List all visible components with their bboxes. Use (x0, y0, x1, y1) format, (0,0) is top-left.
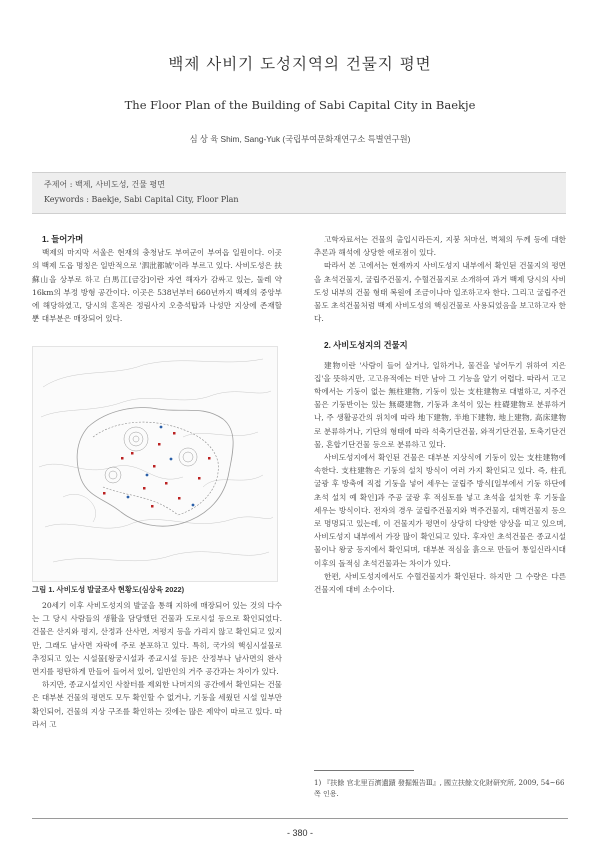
paragraph: 백제의 마지막 서울은 현재의 충청남도 부여군이 부여읍 일원이다. 이곳의 백제 도읍 명칭은 일반적으로 '泗沘都城'이라 부르고 있다. 사비도성은 扶蘇山을 상부로 하고 白馬江[금강]이란 자연 해자가 감싸고 있는, 둘레 약 16km의 부정 방형 공간이다. 이곳은 538년부터 660년까지 백제의 중앙부에 해당하였고, 당시의 흔적은 정림사지 오층석탑과 나성만 지상에 존재할 뿐 대부분은 매장되어 있다. (32, 248, 282, 324)
paragraph: 따라서 본 고에서는 현재까지 사비도성지 내부에서 확인된 건물지의 평면을 초석건물지, 굴립주건물지, 수혈건물지로 소개하여 과거 백제 당시의 사비도성 내부의 건물 형태 복원에 조금이나마 일조하고자 한다. 그리고 굴립주건물도 초석건물처럼 백제 사비도성의 핵심건물로 사용되었음을 보고하고자 한다. (314, 261, 566, 324)
footer-divider (32, 818, 568, 819)
left-column-bottom (32, 599, 282, 731)
keyword-box (32, 172, 566, 214)
page-title-korean: 백제 사비기 도성지역의 건물지 평면 (168, 55, 432, 73)
section-heading-buildings: 2. 사비도성지의 건물지 (324, 340, 408, 351)
left-column-top (32, 233, 282, 325)
paragraph: 建物이란 '사람이 들어 살거나, 일하거나, 물건을 넣어두기 위하여 지은 집'을 뜻하지만, 고고유적에는 터만 남아 그 기능을 알기 어렵다. 따라서 고고학에서는 기둥이 없는 無柱建物, 기둥이 있는 支柱建物로 대별하고, 지주건물은 기둥반이는 있는 無礎建物, 기둥과 초석이 있는 柱礎建物로 분류하거나, 주 생활공간의 위치에 따라 地下建物, 半地下建物, 地上建物, 高床建物로 분류하거나, 기단의 형태에 따라 석축기단건물, 와적기단건물, 토축기단건물, 혼합기단건물 등으로 분류하고 있다. (314, 360, 566, 449)
paragraph: 한편, 사비도성지에서도 수혈건물지가 확인된다. 하지만 그 수량은 다른 건물지에 대비 소수이다. (314, 571, 566, 595)
keywords-korean: 주제어 : 백제, 사비도성, 건물 평면 (44, 180, 165, 189)
paragraph: 사비도성지에서 확인된 건물은 대부분 지상식에 기둥이 있는 支柱建物에 속한다. 支柱建物은 기둥의 설치 방식이 여러 가지 확인되고 있다. 즉, 柱孔 굴광 후 방축에 직접 기둥을 넣어 세우는 굴립주 방식[일부에서 기둥 하단에 초석 설치 예 확인]과 주공 굴광 후 적심토를 넣고 초석을 설치한 후 기둥을 세우는 방식이다. 전자의 경우 굴립주건물지와 벽주건물지, 대벽건물지 등으로 명명되고 있는데, 이 건물지가 평면이 상당히 다양한 양상을 띠고 있으며, 사비도성지 내부에서 가장 많이 확인되고 있다. 후자인 초석건물은 종교시설물이나 왕궁 등지에서 확인되며, 대부분 적심을 흙으로 만들어 통일신라시대 이후의 돌적심 초석건물과는 차이가 있다. (314, 453, 566, 568)
author-line: 심 상 육 Shim, Sang-Yuk (국립부여문화재연구소 특별연구원) (189, 134, 411, 144)
page-title-english: The Floor Plan of the Building of Sabi Capital City in Baekje (124, 98, 476, 112)
right-column (314, 233, 566, 596)
paragraph: 고학자료서는 건물의 출입시라든지, 지붕 처마선, 벽체의 두께 등에 대한 추론과 해석에 상당한 애로점이 있다. (314, 235, 566, 258)
excavation-map-drawing (33, 347, 277, 581)
paragraph: 20세기 이후 사비도성지의 발굴을 통해 지하에 매장되어 있는 것의 다수는 그 당시 사람들의 생활을 담당했던 건물과 도로시설 등으로 확인되었다. 건물은 산지와 평지, 산정과 산사면, 저평지 등을 가리지 않고 확인되고 있지만, 그래도 남사면 자락에 주로 분포하고 있다. 특히, 국가의 핵심시설물로 추정되고 있는 시설물[왕궁시설과 종교시설 등]은 산정부나 남사면의 완사면지를 평탄하게 만들어 들어서 있어, 일반인의 거주 공간과는 차이가 있다. (32, 601, 282, 677)
figure-caption: 그림 1. 사비도성 발굴조사 현황도(심상육 2022) (32, 585, 185, 594)
keywords-english: Keywords : Baekje, Sabi Capital City, Floor Plan (44, 195, 239, 204)
footnote-divider (314, 770, 414, 771)
paragraph: 하지만, 종교시설지인 사찰터를 제외한 나머지의 공간에서 확인되는 건물은 대부분 건물의 평면도 모두 확인할 수 없거나, 기둥을 세웠던 시설 일부만 확인되어, 건물의 지상 구조를 확인하는 것에는 많은 제약이 따르고 있다. 따라서 고 (32, 680, 282, 729)
page-number: - 380 - (286, 828, 313, 838)
excavation-map-figure (32, 346, 278, 582)
section-heading-intro: 1. 들어가며 (42, 234, 84, 244)
footnote: 1) 『扶餘 官北里百濟遺蹟 發掘報告Ⅲ』, 國立扶餘文化財研究所, 2009, 54~66쪽 인용. (314, 779, 565, 798)
